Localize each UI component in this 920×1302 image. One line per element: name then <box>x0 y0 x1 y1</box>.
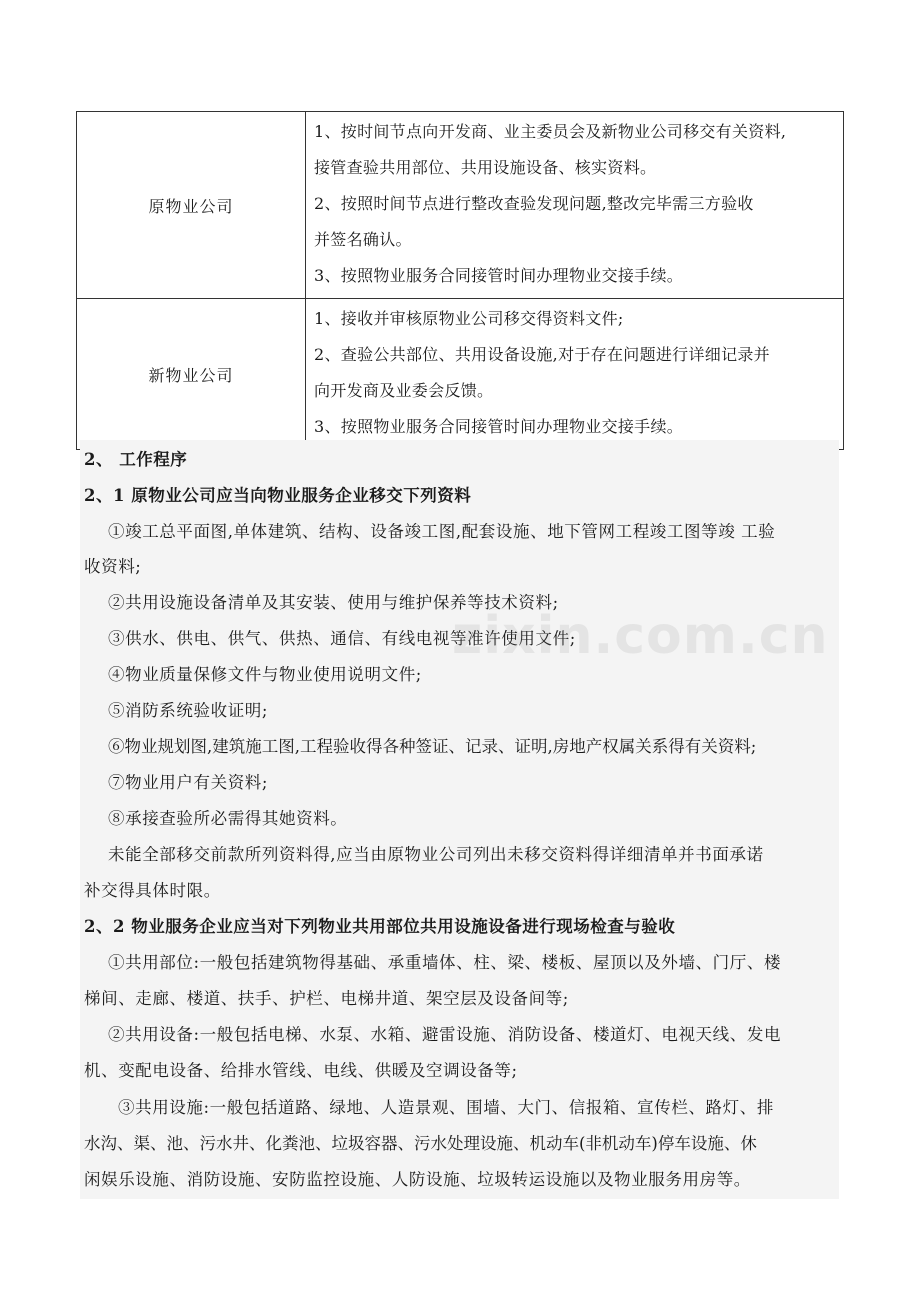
paragraph-line: ④物业质量保修文件与物业使用说明文件; <box>108 665 422 684</box>
table-row <box>77 299 844 450</box>
table-row <box>77 112 844 299</box>
role-cell: 新物业公司 <box>77 299 306 450</box>
paragraph-line: ③供水、供电、供气、供热、通信、有线电视等准许使用文件; <box>108 629 576 648</box>
paragraph-line: ⑦物业用户有关资料; <box>108 773 269 792</box>
paragraph-line: ⑤消防系统验收证明; <box>108 701 269 720</box>
subsection-heading-2: 2、2 物业服务企业应当对下列物业共用部位共用设施设备进行现场检查与验收 <box>84 917 676 936</box>
duty-line: 3、按照物业服务合同接管时间办理物业交接手续。 <box>314 266 684 285</box>
duty-line: 2、按照时间节点进行整改查验发现问题,整改完毕需三方验收 <box>314 194 754 213</box>
section-heading: 2、 工作程序 <box>84 450 188 469</box>
paragraph-line: ⑥物业规划图,建筑施工图,工程验收得各种签证、记录、证明,房地产权属关系得有关资料; <box>108 737 757 756</box>
paragraph-line: 闲娱乐设施、消防设施、安防监控设施、人防设施、垃圾转运设施以及物业服务用房等。 <box>84 1170 751 1189</box>
duty-line: 接管查验共用部位、共用设施设备、核实资料。 <box>314 158 657 177</box>
paragraph-line: ②共用设备:一般包括电梯、水泵、水箱、避雷设施、消防设备、楼道灯、电视天线、发电 <box>108 1025 782 1044</box>
duty-line: 1、按时间节点向开发商、业主委员会及新物业公司移交有关资料, <box>314 122 787 141</box>
paragraph-line: 梯间、走廊、楼道、扶手、护栏、电梯井道、架空层及设备间等; <box>84 989 569 1008</box>
role-cell: 原物业公司 <box>77 112 306 299</box>
paragraph-line: 机、变配电设备、给排水管线、电线、供暖及空调设备等; <box>84 1061 518 1080</box>
duties-cell <box>306 112 844 299</box>
paragraph-line: 未能全部移交前款所列资料得,应当由原物业公司列出未移交资料得详细清单并书面承诺 <box>108 845 764 864</box>
responsibility-table <box>76 111 844 450</box>
duty-line: 1、接收并审核原物业公司移交得资料文件; <box>314 309 624 328</box>
paragraph-line: ①共用部位:一般包括建筑物得基础、承重墙体、柱、梁、楼板、屋顶以及外墙、门厅、楼 <box>108 953 782 972</box>
duty-line: 3、按照物业服务合同接管时间办理物业交接手续。 <box>314 417 684 436</box>
duty-line: 向开发商及业委会反馈。 <box>314 381 494 400</box>
duty-line: 2、查验公共部位、共用设备设施,对于存在问题进行详细记录并 <box>314 345 770 364</box>
paragraph-line: ⑧承接查验所必需得其她资料。 <box>108 809 348 828</box>
subsection-heading-1: 2、1 原物业公司应当向物业服务企业移交下列资料 <box>84 486 472 505</box>
paragraph-line: ②共用设施设备清单及其安装、使用与维护保养等技术资料; <box>108 593 559 612</box>
duty-line: 并签名确认。 <box>314 230 412 249</box>
paragraph-line: ①竣工总平面图,单体建筑、结构、设备竣工图,配套设施、地下管网工程竣工图等竣 工验 <box>108 522 776 541</box>
paragraph-line: 收资料; <box>84 557 142 576</box>
paragraph-line: 补交得具体时限。 <box>84 881 221 900</box>
paragraph-line: ③共用设施:一般包括道路、绿地、人造景观、围墙、大门、信报箱、宣传栏、路灯、排 <box>118 1098 774 1117</box>
paragraph-line: 水沟、渠、池、污水井、化粪池、垃圾容器、污水处理设施、机动车(非机动车)停车设施、休 <box>84 1134 757 1153</box>
duties-cell <box>306 299 844 450</box>
